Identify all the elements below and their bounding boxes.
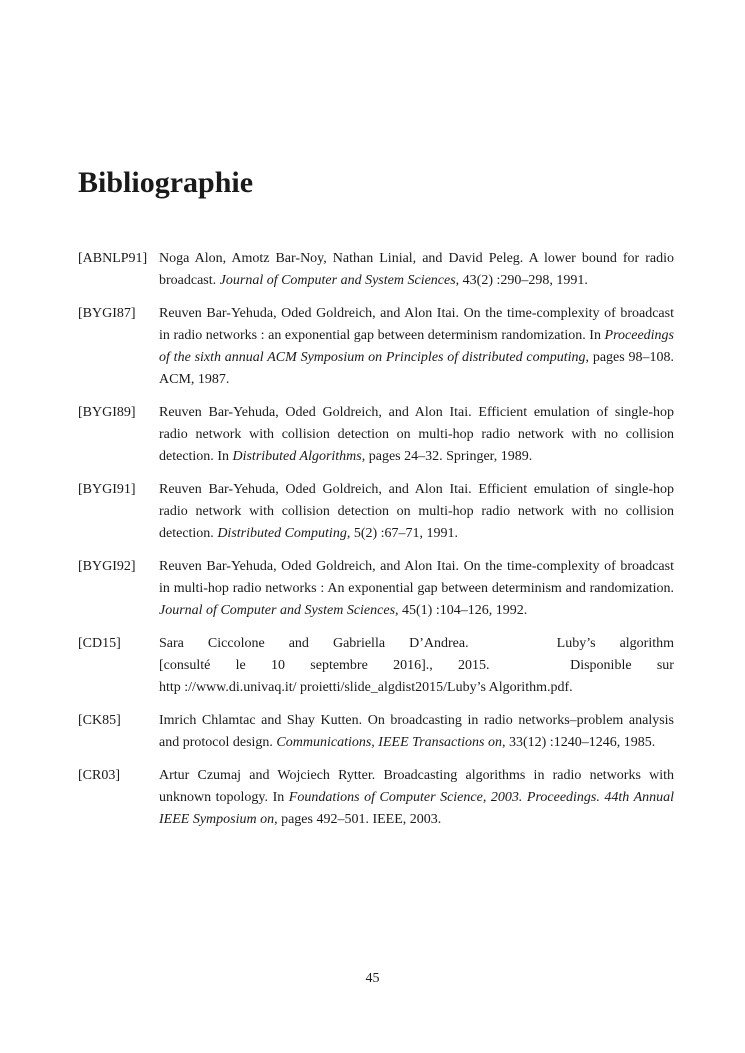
ref-pre-venue: In	[217, 449, 229, 464]
ref-word: Luby’s	[556, 636, 596, 651]
ref-word: and	[288, 636, 309, 651]
ref-title: On the time-complexity of broadcast in multi-hop radio networks : An exponential gap between determinism and randomization.	[159, 559, 674, 596]
ref-authors: Imrich Chlamtac and Shay Kutten.	[159, 713, 363, 728]
reference-line	[159, 655, 674, 677]
ref-title: Efficient emulation of single-hop radio network with collision detection on multi-hop radio network with no collision detection.	[159, 405, 674, 464]
ref-venue: Distributed Algorithms	[232, 449, 362, 464]
bib-entry	[78, 710, 674, 754]
ref-venue: Distributed Computing	[217, 526, 347, 541]
ref-details: , pages 492–501. IEEE, 2003.	[274, 812, 442, 827]
citation-key: [CD15]	[78, 636, 121, 651]
reference-text	[159, 402, 674, 468]
ref-title: Broadcasting algorithms in radio networks with unknown topology.	[159, 768, 674, 805]
citation-key: [ABNLP91]	[78, 251, 148, 266]
ref-authors: Artur Czumaj and Wojciech Rytter.	[159, 768, 376, 783]
ref-venue: Journal of Computer and System Sciences	[159, 603, 396, 618]
ref-details: , pages 24–32. Springer, 1989.	[361, 449, 533, 464]
ref-word: le	[235, 658, 246, 673]
ref-word: [consulté	[159, 658, 211, 673]
reference-line	[159, 633, 674, 655]
bib-entry	[78, 479, 674, 545]
citation-key: [BYGI92]	[78, 559, 136, 574]
bib-entry	[78, 248, 674, 292]
reference-text	[159, 556, 674, 622]
reference-text	[159, 248, 674, 292]
spacer	[515, 655, 545, 677]
ref-pre-venue: In	[589, 328, 601, 343]
ref-details: , 33(12) :1240–1246, 1985.	[501, 735, 656, 750]
ref-details: , pages 98–108. ACM, 1987.	[159, 350, 674, 387]
ref-details: , 43(2) :290–298, 1991.	[455, 273, 588, 288]
bib-entry	[78, 402, 674, 468]
reference-text	[159, 765, 674, 831]
ref-title: Efficient emulation of single-hop radio network with collision detection on multi-hop radio network with no collision detection.	[159, 482, 674, 541]
ref-word: Gabriella	[332, 636, 386, 651]
page-title: Bibliographie	[78, 166, 254, 199]
citation-key: [CR03]	[78, 768, 120, 783]
reference-url: http ://www.di.univaq.it/ proietti/slide_algdist2015/Luby’s Algorithm.pdf.	[159, 680, 573, 695]
ref-authors: Reuven Bar-Yehuda, Oded Goldreich, and Alon Itai.	[159, 482, 472, 497]
ref-title: On broadcasting in radio networks–problem analysis and protocol design.	[159, 713, 674, 750]
page-number: 45	[365, 971, 380, 986]
ref-word: 2016].,	[393, 658, 433, 673]
ref-word: septembre	[310, 658, 368, 673]
citation-key: [CK85]	[78, 713, 121, 728]
ref-authors: Reuven Bar-Yehuda, Oded Goldreich, and Alon Itai.	[159, 306, 459, 321]
ref-word: sur	[656, 658, 674, 673]
ref-details: , 45(1) :104–126, 1992.	[395, 603, 528, 618]
spacer	[493, 633, 533, 655]
citation-key: [BYGI91]	[78, 482, 136, 497]
ref-venue: Communications, IEEE Transactions on	[276, 735, 502, 750]
ref-authors: Reuven Bar-Yehuda, Oded Goldreich, and Alon Itai.	[159, 405, 472, 420]
ref-word: Disponible	[570, 658, 632, 673]
ref-authors: Noga Alon, Amotz Bar-Noy, Nathan Linial, and David Peleg.	[159, 251, 524, 266]
ref-word: Ciccolone	[207, 636, 265, 651]
ref-word: D’Andrea.	[409, 636, 469, 651]
bib-entry	[78, 633, 674, 699]
ref-title: On the time-complexity of broadcast in radio networks : an exponential gap between determinism randomization.	[159, 306, 674, 343]
ref-venue: Foundations of Computer Science, 2003. Proceedings. 44th Annual IEEE Symposium on	[159, 790, 675, 827]
bibliography-list	[78, 248, 674, 842]
bib-entry	[78, 765, 674, 831]
ref-word: 10	[271, 658, 285, 673]
reference-text	[159, 479, 674, 545]
citation-key: [BYGI89]	[78, 405, 136, 420]
ref-authors: Reuven Bar-Yehuda, Oded Goldreich, and Alon Itai.	[159, 559, 459, 574]
bib-entry	[78, 303, 674, 391]
citation-key: [BYGI87]	[78, 306, 136, 321]
reference-text	[159, 633, 674, 699]
bib-entry	[78, 556, 674, 622]
ref-word: 2015.	[458, 658, 490, 673]
ref-word: Sara	[159, 636, 184, 651]
ref-word: algorithm	[619, 636, 674, 651]
ref-pre-venue: In	[272, 790, 285, 805]
reference-text	[159, 303, 674, 391]
ref-title: A lower bound for radio broadcast.	[159, 251, 674, 288]
reference-text	[159, 710, 674, 754]
ref-venue: Proceedings of the sixth annual ACM Symposium on Principles of distributed computing	[159, 328, 675, 365]
ref-details: , 5(2) :67–71, 1991.	[346, 526, 459, 541]
ref-venue: Journal of Computer and System Sciences	[219, 273, 456, 288]
